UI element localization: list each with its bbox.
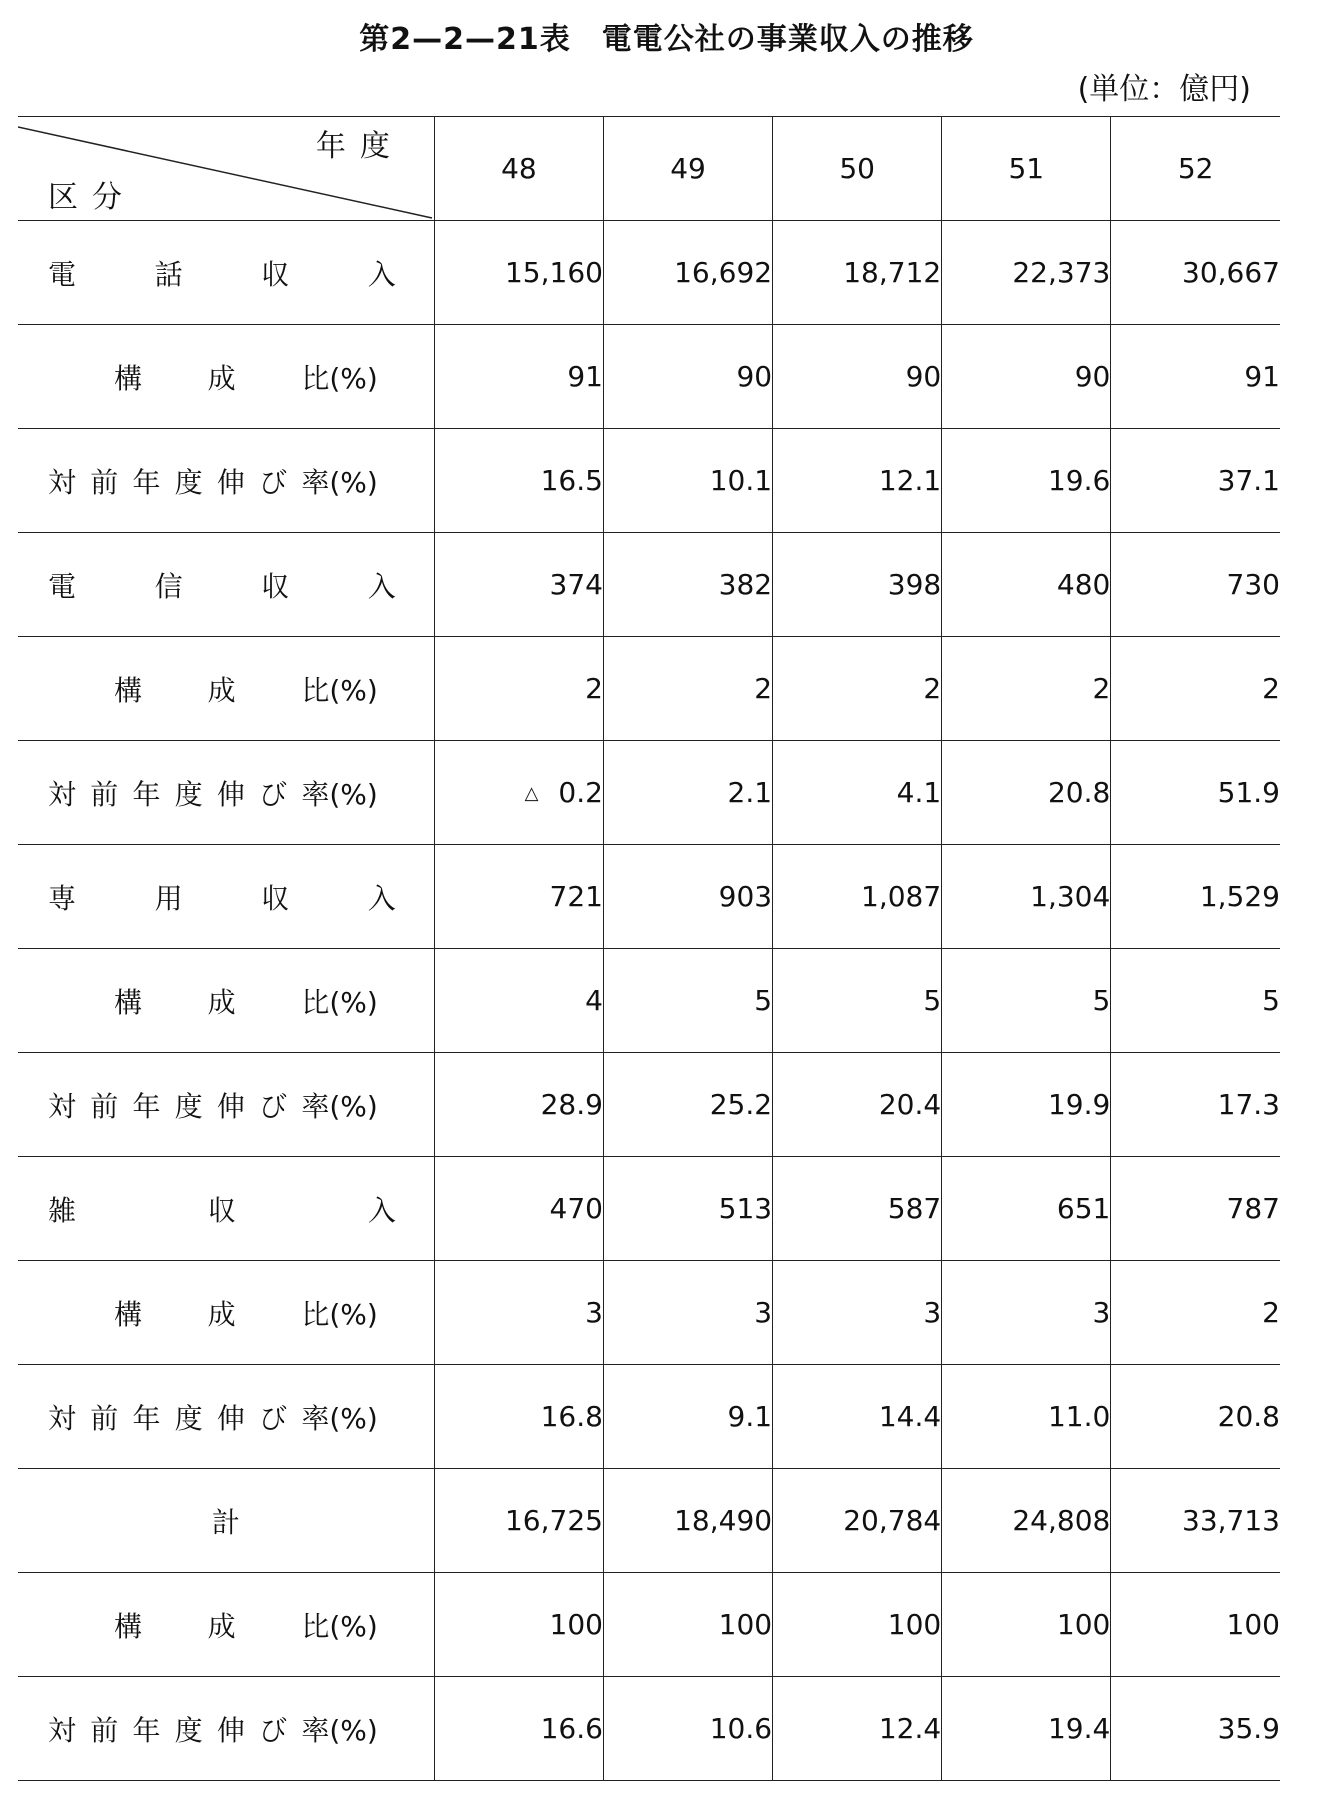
row-label-cell bbox=[18, 1469, 434, 1573]
value-cell: 35.9 bbox=[1111, 1677, 1280, 1781]
row-label-cell bbox=[18, 949, 434, 1053]
table-row bbox=[18, 1365, 1280, 1469]
value-cell: 5 bbox=[942, 949, 1111, 1053]
table-row bbox=[18, 1469, 1280, 1573]
year-header-50: 50 bbox=[773, 117, 942, 221]
value-cell: 1,529 bbox=[1111, 845, 1280, 949]
row-label-cell bbox=[18, 1261, 434, 1365]
value-cell: 100 bbox=[603, 1573, 772, 1677]
table-row bbox=[18, 637, 1280, 741]
value-cell: 16.5 bbox=[434, 429, 603, 533]
row-label-cell bbox=[18, 741, 434, 845]
value-cell: 721 bbox=[434, 845, 603, 949]
value-cell: 2 bbox=[773, 637, 942, 741]
table-row bbox=[18, 429, 1280, 533]
row-label: 専 用 収 入 bbox=[48, 881, 396, 915]
row-label-cell bbox=[18, 1573, 434, 1677]
value-cell: 787 bbox=[1111, 1157, 1280, 1261]
value-cell: 2 bbox=[434, 637, 603, 741]
table-row bbox=[18, 1157, 1280, 1261]
value-cell: 91 bbox=[434, 325, 603, 429]
row-label-cell bbox=[18, 429, 434, 533]
table-row bbox=[18, 221, 1280, 325]
table-row bbox=[18, 1053, 1280, 1157]
year-header-48: 48 bbox=[434, 117, 603, 221]
value-cell: 22,373 bbox=[942, 221, 1111, 325]
value-cell: 2 bbox=[1111, 1261, 1280, 1365]
header-row bbox=[18, 117, 1280, 221]
row-label: 構 成 比(%) bbox=[114, 985, 378, 1019]
value-cell: 5 bbox=[1111, 949, 1280, 1053]
value-cell: 19.6 bbox=[942, 429, 1111, 533]
year-header-49: 49 bbox=[603, 117, 772, 221]
negative-triangle-icon: △ bbox=[524, 783, 539, 804]
value-cell: 651 bbox=[942, 1157, 1111, 1261]
value-cell: 18,490 bbox=[603, 1469, 772, 1573]
value-cell: 51.9 bbox=[1111, 741, 1280, 845]
value-cell: 28.9 bbox=[434, 1053, 603, 1157]
value-cell: 4.1 bbox=[773, 741, 942, 845]
value-cell: 10.6 bbox=[603, 1677, 772, 1781]
value-cell: 3 bbox=[434, 1261, 603, 1365]
header-corner-cell bbox=[18, 117, 434, 221]
value-cell: 20,784 bbox=[773, 1469, 942, 1573]
table-row bbox=[18, 949, 1280, 1053]
table-row bbox=[18, 1573, 1280, 1677]
value-cell: 16.8 bbox=[434, 1365, 603, 1469]
value-cell: 5 bbox=[603, 949, 772, 1053]
value-cell: 30,667 bbox=[1111, 221, 1280, 325]
header-division-label: 区分 bbox=[48, 180, 136, 215]
value-cell: 10.1 bbox=[603, 429, 772, 533]
value-cell: 100 bbox=[434, 1573, 603, 1677]
row-label-cell bbox=[18, 1053, 434, 1157]
table-row bbox=[18, 1677, 1280, 1781]
value-cell: 1,087 bbox=[773, 845, 942, 949]
value-cell: 480 bbox=[942, 533, 1111, 637]
value-cell: 16,725 bbox=[434, 1469, 603, 1573]
value-cell: 19.4 bbox=[942, 1677, 1111, 1781]
value-cell: 12.1 bbox=[773, 429, 942, 533]
row-label: 対 前 年 度 伸 び 率(%) bbox=[48, 465, 378, 499]
value-cell: 2.1 bbox=[603, 741, 772, 845]
row-label: 対 前 年 度 伸 び 率(%) bbox=[48, 1401, 378, 1435]
value-cell: 2 bbox=[942, 637, 1111, 741]
value-cell: 398 bbox=[773, 533, 942, 637]
row-label-cell bbox=[18, 845, 434, 949]
value-cell: 12.4 bbox=[773, 1677, 942, 1781]
value-cell: 20.8 bbox=[942, 741, 1111, 845]
value-cell: 25.2 bbox=[603, 1053, 772, 1157]
row-label-cell bbox=[18, 1365, 434, 1469]
value-cell: 2 bbox=[603, 637, 772, 741]
row-label-cell bbox=[18, 221, 434, 325]
value-cell: 374 bbox=[434, 533, 603, 637]
row-label: 対 前 年 度 伸 び 率(%) bbox=[48, 777, 378, 811]
value-cell: 3 bbox=[603, 1261, 772, 1365]
value-cell: 2 bbox=[1111, 637, 1280, 741]
table-title: 第2—2—21表 電電公社の事業収入の推移 bbox=[359, 22, 974, 57]
value-cell: 19.9 bbox=[942, 1053, 1111, 1157]
value-cell: 100 bbox=[773, 1573, 942, 1677]
row-label: 対 前 年 度 伸 び 率(%) bbox=[48, 1089, 378, 1123]
row-label: 電 信 収 入 bbox=[48, 569, 396, 603]
row-label-cell bbox=[18, 533, 434, 637]
value-cell: 24,808 bbox=[942, 1469, 1111, 1573]
value-cell: 470 bbox=[434, 1157, 603, 1261]
value-cell: 16.6 bbox=[434, 1677, 603, 1781]
value-cell: 11.0 bbox=[942, 1365, 1111, 1469]
revenue-table bbox=[18, 116, 1280, 1781]
row-label: 計 bbox=[211, 1505, 240, 1539]
value-cell: 382 bbox=[603, 533, 772, 637]
header-year-label: 年度 bbox=[315, 129, 404, 164]
row-label: 対 前 年 度 伸 び 率(%) bbox=[48, 1713, 378, 1747]
value-cell: 903 bbox=[603, 845, 772, 949]
value-cell: 100 bbox=[942, 1573, 1111, 1677]
value-cell: 16,692 bbox=[603, 221, 772, 325]
value-cell: 90 bbox=[773, 325, 942, 429]
value-cell: 20.4 bbox=[773, 1053, 942, 1157]
table-row bbox=[18, 325, 1280, 429]
value-cell: 14.4 bbox=[773, 1365, 942, 1469]
value-cell: 3 bbox=[773, 1261, 942, 1365]
value-cell: 33,713 bbox=[1111, 1469, 1280, 1573]
value-cell: 4 bbox=[434, 949, 603, 1053]
value-cell: 730 bbox=[1111, 533, 1280, 637]
row-label: 構 成 比(%) bbox=[114, 673, 378, 707]
value-cell: 15,160 bbox=[434, 221, 603, 325]
row-label: 構 成 比(%) bbox=[114, 1297, 378, 1331]
value-cell: 9.1 bbox=[603, 1365, 772, 1469]
value-cell: 90 bbox=[942, 325, 1111, 429]
value-cell: 37.1 bbox=[1111, 429, 1280, 533]
value-cell: 100 bbox=[1111, 1573, 1280, 1677]
table-row bbox=[18, 845, 1280, 949]
row-label: 雑 収 入 bbox=[48, 1193, 396, 1227]
row-label-cell bbox=[18, 325, 434, 429]
value-cell: 3 bbox=[942, 1261, 1111, 1365]
row-label-cell bbox=[18, 637, 434, 741]
value-cell: 90 bbox=[603, 325, 772, 429]
value-cell: 20.8 bbox=[1111, 1365, 1280, 1469]
value-cell: 5 bbox=[773, 949, 942, 1053]
table-body bbox=[18, 221, 1280, 1781]
table-row bbox=[18, 1261, 1280, 1365]
row-label: 構 成 比(%) bbox=[114, 361, 378, 395]
row-label-cell bbox=[18, 1157, 434, 1261]
value-cell: 18,712 bbox=[773, 221, 942, 325]
value-cell: 513 bbox=[603, 1157, 772, 1261]
value-cell: 1,304 bbox=[942, 845, 1111, 949]
unit-label: (単位：億円) bbox=[1077, 72, 1251, 107]
year-header-52: 52 bbox=[1111, 117, 1280, 221]
row-label: 構 成 比(%) bbox=[114, 1609, 378, 1643]
value-cell: 587 bbox=[773, 1157, 942, 1261]
table-row bbox=[18, 741, 1280, 845]
row-label-cell bbox=[18, 1677, 434, 1781]
year-header-51: 51 bbox=[942, 117, 1111, 221]
value-cell: 91 bbox=[1111, 325, 1280, 429]
value-cell: 17.3 bbox=[1111, 1053, 1280, 1157]
value-cell: △ 0.2 bbox=[434, 741, 603, 845]
table-row bbox=[18, 533, 1280, 637]
row-label: 電 話 収 入 bbox=[48, 257, 396, 291]
